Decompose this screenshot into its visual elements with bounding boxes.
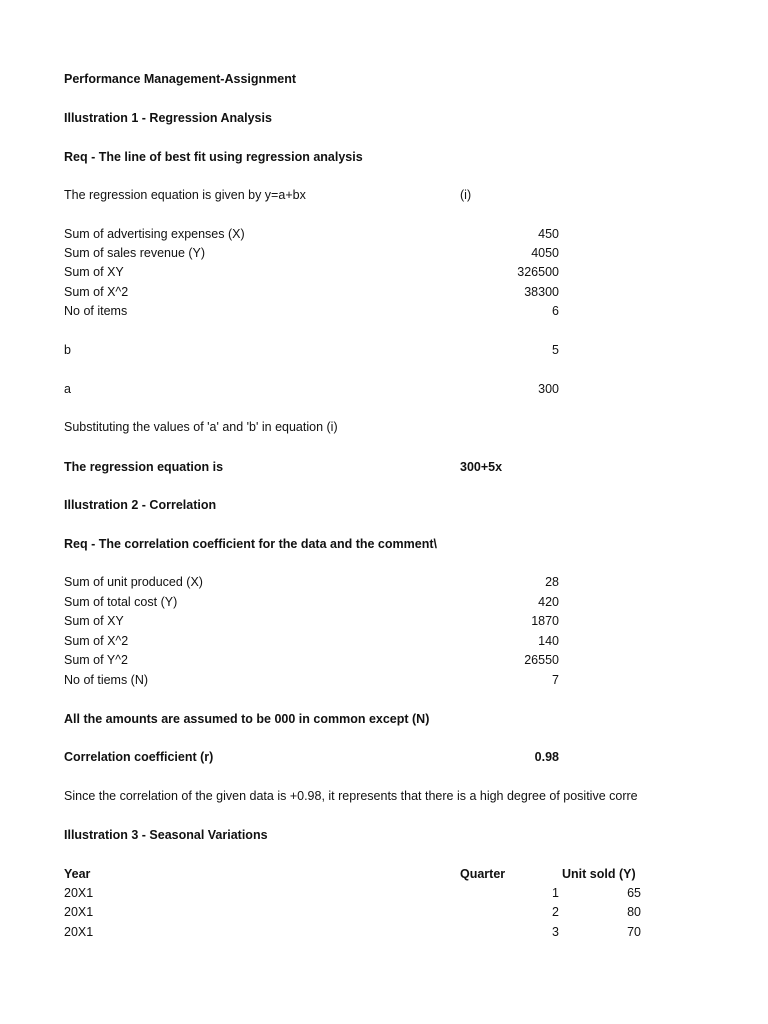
assumption-note: All the amounts are assumed to be 000 in common except (N) xyxy=(64,712,430,726)
comment-row xyxy=(0,787,768,805)
substitution-row xyxy=(0,418,768,436)
row-label: Sum of unit produced (X) xyxy=(64,575,203,589)
table-row xyxy=(0,612,768,630)
regression-result-row xyxy=(0,458,768,476)
equation-text: The regression equation is given by y=a+bx xyxy=(64,188,306,202)
row-value: 6 xyxy=(552,304,559,318)
table-row xyxy=(0,632,768,650)
illustration3-heading: Illustration 3 - Seasonal Variations xyxy=(64,828,268,842)
row-label: Sum of sales revenue (Y) xyxy=(64,246,206,260)
row-label: No of tiems (N) xyxy=(64,673,149,687)
row-label: Sum of XY xyxy=(64,265,124,279)
coefficient-value: 0.98 xyxy=(534,750,559,764)
b-label: b xyxy=(64,343,71,357)
regression-result-label: The regression equation is xyxy=(64,460,224,474)
row-value: 26550 xyxy=(524,653,559,667)
quarter-cell: 1 xyxy=(552,886,559,900)
document-title: Performance Management-Assignment xyxy=(64,72,297,86)
illustration1-heading-row xyxy=(0,109,768,127)
table-row xyxy=(0,283,768,301)
illustration1-heading: Illustration 1 - Regression Analysis xyxy=(64,111,272,125)
title-row xyxy=(0,70,768,88)
row-value: 1870 xyxy=(531,614,559,628)
year-cell: 20X1 xyxy=(64,925,94,939)
table-row xyxy=(0,302,768,320)
equation-row xyxy=(0,186,768,204)
row-label: Sum of advertising expenses (X) xyxy=(64,227,245,241)
b-row xyxy=(0,341,768,359)
table-row xyxy=(0,573,768,591)
illustration2-heading-row xyxy=(0,496,768,514)
year-cell: 20X1 xyxy=(64,886,94,900)
a-row xyxy=(0,380,768,398)
row-value: 7 xyxy=(552,673,559,687)
row-value: 4050 xyxy=(531,246,559,260)
regression-result-value: 300+5x xyxy=(460,460,503,474)
substitution-text: Substituting the values of 'a' and 'b' in equation (i) xyxy=(64,420,338,434)
correlation-comment: Since the correlation of the given data is +0.98, it represents that there is a high degree of positive corre xyxy=(64,789,638,803)
illustration2-heading: Illustration 2 - Correlation xyxy=(64,498,217,512)
row-value: 420 xyxy=(538,595,559,609)
table-row xyxy=(0,671,768,689)
coefficient-label: Correlation coefficient (r) xyxy=(64,750,214,764)
row-value: 38300 xyxy=(524,285,559,299)
row-label: Sum of X^2 xyxy=(64,634,129,648)
illustration1-requirement-row xyxy=(0,148,768,166)
units-cell: 65 xyxy=(627,886,641,900)
row-value: 28 xyxy=(545,575,559,589)
table-row xyxy=(0,593,768,611)
b-value: 5 xyxy=(552,343,559,357)
row-label: Sum of total cost (Y) xyxy=(64,595,178,609)
assumption-row xyxy=(0,710,768,728)
row-label: Sum of X^2 xyxy=(64,285,129,299)
table-row xyxy=(0,903,768,921)
row-label: Sum of XY xyxy=(64,614,124,628)
row-value: 140 xyxy=(538,634,559,648)
year-cell: 20X1 xyxy=(64,905,94,919)
a-value: 300 xyxy=(538,382,559,396)
row-value: 450 xyxy=(538,227,559,241)
illustration1-requirement: Req - The line of best fit using regression analysis xyxy=(64,150,363,164)
table-row xyxy=(0,263,768,281)
a-label: a xyxy=(64,382,71,396)
table-row xyxy=(0,225,768,243)
units-cell: 70 xyxy=(627,925,641,939)
row-value: 326500 xyxy=(517,265,559,279)
quarter-cell: 2 xyxy=(552,905,559,919)
row-label: No of items xyxy=(64,304,128,318)
row-label: Sum of Y^2 xyxy=(64,653,129,667)
header-units: Unit sold (Y) xyxy=(562,867,636,881)
illustration2-requirement: Req - The correlation coefficient for the data and the comment\ xyxy=(64,537,437,551)
table-row xyxy=(0,244,768,262)
coefficient-row xyxy=(0,748,768,766)
header-quarter: Quarter xyxy=(460,867,506,881)
table-row xyxy=(0,923,768,941)
quarter-cell: 3 xyxy=(552,925,559,939)
table-row xyxy=(0,651,768,669)
table-row xyxy=(0,884,768,902)
table-header-row xyxy=(0,865,768,883)
units-cell: 80 xyxy=(627,905,641,919)
equation-reference: (i) xyxy=(460,188,472,202)
illustration2-requirement-row xyxy=(0,535,768,553)
header-year: Year xyxy=(64,867,91,881)
illustration3-heading-row xyxy=(0,826,768,844)
